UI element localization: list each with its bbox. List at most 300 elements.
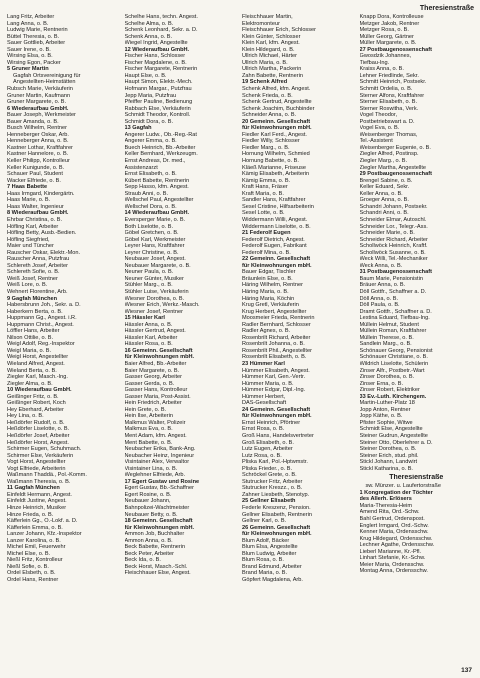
resident-entry: Schönauer Georg, Pensionist: [359, 347, 433, 354]
resident-entry: Widdermann Liselotte, o. B.: [242, 223, 311, 230]
resident-entry: Metzger Jakob, Rentner: [359, 20, 420, 27]
resident-entry: Weiß Josef, Rentner: [7, 275, 58, 282]
resident-entry: Kastner Lothar, Kraftfahrer: [7, 144, 73, 151]
resident-entry: Keller Eduard, Sekr.: [359, 184, 410, 191]
column-4: [358, 14, 476, 666]
resident-entry: Ordel Elsbeth, o. B.: [7, 570, 56, 577]
resident-entry: Schauer Paul, Student: [7, 171, 63, 178]
resident-entry: Schmitt Heinrich, Postsekr.: [359, 79, 427, 86]
resident-entry: Schollwöck Heinrich, Kraftf.: [359, 243, 428, 250]
resident-entry: Weck Anna, o. B.: [359, 262, 403, 269]
house-number-heading: 6 Wiederaufbau GmbH.: [7, 105, 69, 112]
resident-entry: Leyrer Hans, Kraftfahrer: [124, 243, 185, 250]
resident-entry: Neuner Günter, Musiker: [124, 275, 184, 282]
resident-entry: Steiner Otto, Oberlehrer a. D.: [359, 439, 433, 446]
resident-entry: Montag Anna, Ordensschw.: [359, 568, 428, 575]
resident-entry: Wacker Elfriede, o. B.: [7, 177, 61, 184]
resident-entry: Kraiss Anna, o. B.: [359, 66, 404, 73]
resident-entry: Steiner Gudrun, Angestellte: [359, 433, 428, 439]
resident-entry: Krug Herbert, Angestellter: [242, 308, 307, 315]
resident-entry: Neubacher Erika, Bank-Ang.: [124, 446, 196, 453]
resident-entry: Nießl Fritz, Kontrolleur: [7, 557, 63, 564]
house-number-heading: des Allerh. Erlösers: [359, 496, 412, 503]
resident-entry: Wildrich Liselotte, Schülerin: [359, 360, 429, 367]
resident-entry: Brand Edmund, Arbeiter: [242, 563, 302, 570]
resident-entry: Steiner Dorothea, o. B.: [359, 446, 417, 453]
resident-entry: Wehnert Florentine, Arb.: [7, 288, 68, 295]
resident-entry: Haas Irmgard, Kindergärtn.: [7, 190, 75, 197]
resident-entry: Blum Ludwig, Arbeiter: [242, 550, 297, 557]
resident-entry: Hässler Rosa, o. B.: [124, 341, 173, 348]
resident-entry: Kämig Emma, o. B.: [242, 177, 291, 184]
resident-entry: Gwosdzik Johannes,: [359, 53, 412, 60]
resident-entry: Schenk Anna, o. B.: [124, 33, 173, 40]
resident-entry: Ziegler Alfred, Postinsp.: [359, 151, 419, 158]
resident-entry: Zahner Liesbeth, Stenotyp.: [242, 491, 310, 498]
resident-entry: Heßdörfer Liselotte, o. B.: [7, 426, 70, 433]
resident-entry: Fiedler Marg., o. B.: [242, 144, 290, 151]
resident-entry: Sterner Alfons, Kraftfahrer: [359, 92, 425, 99]
resident-entry: Göbel Gretchen, o. B.: [124, 230, 179, 237]
resident-entry: Büttel Theresia, o. B.: [7, 33, 60, 40]
resident-entry: Haupt Simon, Elektr.-Mech.: [124, 79, 193, 86]
resident-entry: DAS-Gesellschaft: [242, 400, 287, 407]
house-number-heading: 5 Gruner Martin: [7, 66, 49, 73]
resident-entry: Hein Ilse, Arbeiterin: [124, 413, 174, 420]
resident-entry: Both Liselotte, o. B.: [124, 223, 174, 230]
resident-entry: Wiesner Erich, Werkz.-Masch.: [124, 302, 200, 309]
resident-entry: Waßmann Thaddä., Pol.-Komm.: [7, 472, 87, 479]
resident-entry: Pliska Karl, Pol.-Hptwmstr.: [242, 459, 308, 466]
resident-entry: Hinze Heinrich, Musiker: [7, 505, 67, 512]
house-number-heading: 13 Gagfah: [124, 125, 152, 132]
resident-entry: Weiß Lore, o. B.: [7, 282, 48, 289]
resident-entry: Zinser Dorothea, o. B.: [359, 374, 415, 381]
resident-entry: Blum Adolf, Bäcker: [242, 537, 290, 544]
resident-entry: Gasser Maria, Post-Assist.: [124, 393, 191, 400]
resident-entry: Fiedler Karl Ferd., Angest.: [242, 131, 307, 138]
resident-entry: Stutrucker Fritz, Arbeiter: [242, 478, 303, 485]
resident-entry: Vogt Horst, Angestellter: [7, 459, 66, 466]
resident-entry: Neuner Paula, o. B.: [124, 269, 174, 276]
resident-entry: Stickl Katharina, o. B.: [359, 465, 413, 472]
resident-entry: Bräunlein Else, o. B.: [242, 275, 293, 282]
resident-entry: Müller Margarete, o. B.: [359, 40, 417, 47]
page-number: 137: [461, 667, 472, 674]
resident-entry: Beck Babette, Rentnerin: [124, 544, 186, 551]
resident-entry: Schneider Anna, o. B.: [242, 112, 297, 119]
resident-entry: Jepp Maria, Putzfrau: [124, 92, 177, 99]
resident-entry: Widdermann Willi, Angest.: [242, 216, 308, 223]
resident-entry: Ehrbar Christina, o. B.: [7, 216, 63, 223]
resident-entry: Wellschel Paul, Angestellter: [124, 197, 194, 204]
resident-entry: Brengel Sabine, o. B.: [359, 177, 413, 184]
resident-entry: Michel Else, o. B.: [7, 550, 51, 557]
resident-entry: Rosenbrilt Elisabeth, o. B.: [242, 354, 307, 361]
resident-entry: Federle Kreszenz, Pension.: [242, 505, 311, 512]
resident-entry: Haas Marie, o. B.: [7, 197, 51, 204]
resident-entry: Wiesner Josef, Rentner: [124, 308, 183, 315]
resident-entry: Neubauer Johann,: [124, 498, 171, 505]
house-number-heading: 24 Gemeinn. Gesellschaft: [242, 406, 311, 413]
house-number-heading: für Kleinwohnungen mbH.: [242, 262, 312, 269]
house-number-heading: 29 Postbaugenossenschaft: [359, 171, 432, 178]
resident-entry: Lechner Agathe, Ordensschw.: [359, 542, 435, 549]
resident-entry: Klein Karl, kfm. Angest.: [242, 40, 300, 47]
resident-entry: Vogel Theodor,: [359, 112, 398, 119]
resident-entry: Lutz Rosa, o. B.: [242, 452, 282, 459]
resident-entry: Geißinger Robert, Koch: [7, 400, 66, 407]
resident-entry: Bahnpolizei-Wachtmeister: [124, 505, 190, 512]
resident-entry: Visintainer Lina, o. B.: [124, 465, 178, 472]
house-number-heading: 20 Gemeinn. Gesellschaft: [242, 118, 311, 125]
resident-entry: Gellner Elisabeth, Rentnerin: [242, 511, 312, 518]
house-number-heading: 11 Gagfah München: [7, 485, 60, 492]
resident-entry: Federolf Eugen, Fabrikant: [242, 243, 307, 250]
resident-entry: Ziegler Marg., o. B.: [359, 158, 408, 165]
resident-entry: Sesel Lotte, o. B.: [242, 210, 285, 217]
house-number-heading: 23 Hümmer Karl: [242, 360, 285, 367]
resident-entry: Kämig Elisabeth, Arbeiterin: [242, 171, 310, 178]
resident-entry: Sauer Gottlieb, Arbeiter: [7, 40, 66, 47]
resident-entry: Schönauer Christiane, o. B.: [359, 354, 428, 361]
house-number-heading: 7 Haas Babette: [7, 184, 48, 191]
resident-entry: Rauscher Anna, Putzfrau: [7, 256, 70, 263]
resident-entry: Höfling Siegfried,: [7, 236, 50, 243]
house-number-heading: 19 Schenk Alfred: [242, 79, 288, 86]
resident-entry: Federolf Mina, o. B.: [242, 249, 291, 256]
resident-entry: Sterner Elisabeth, o. B.: [359, 99, 418, 106]
resident-entry: Gruner Margarete, o. B.: [7, 99, 67, 106]
resident-entry: Schollwöck Susanne, o. B.: [359, 249, 426, 256]
resident-entry: Visintainer Alex, Verwaltor: [124, 459, 190, 466]
resident-entry: Hässler Karl, Arbeiter: [124, 334, 178, 341]
resident-entry: Kenner Maria, Ordensschw.: [359, 529, 429, 536]
resident-entry: Sesel Cristine, Hilfsarbeiterin: [242, 203, 314, 210]
resident-entry: Eversperger Marie, o. B.: [124, 216, 186, 223]
resident-entry: Döll Gottfr., Schaffner a. D.: [359, 288, 427, 295]
resident-entry: Keller Anna, o. B.: [359, 190, 403, 197]
resident-entry: Beck Peter, Arbeiter: [124, 550, 174, 557]
resident-entry: Tel.-Assistent: [359, 138, 393, 145]
resident-entry: Fiedler Willy, Schlosser: [242, 138, 300, 145]
resident-entry: Fleischhauer Martin,: [242, 14, 293, 20]
resident-entry: Bauer Joseph, Werkmeister: [7, 112, 76, 119]
resident-entry: Moosmeier Frieda, Rentnerin: [242, 315, 315, 322]
resident-entry: Federolf Dietrich, Angest.: [242, 236, 305, 243]
resident-entry: Ment Babette, o. B.: [124, 439, 173, 446]
resident-entry: Käfferlein Emma, o. B.: [7, 524, 63, 531]
resident-entry: Hornung Wilhelm, Schmied: [242, 151, 310, 158]
resident-entry: Meier Maria, Ordensschw.: [359, 561, 425, 568]
resident-entry: Keller Kunigunde, o. B.: [7, 164, 65, 171]
resident-entry: Hümmer Karl, Gen.-Vertr.: [242, 374, 306, 381]
resident-entry: Kastner Hannelore, o. B.: [7, 151, 69, 158]
resident-entry: Buech Heinrich, Bb.-Arbeiter: [124, 144, 196, 151]
resident-entry: Höfling Betty, Ausb.-Bedien.: [7, 230, 77, 237]
resident-entry: Höfling Karl, Arbeiter: [7, 223, 59, 230]
resident-entry: Jopp Käthe, o. B.: [359, 413, 403, 420]
resident-entry: Huppmann Christ., Angest.: [7, 321, 74, 328]
house-number-heading: 17 Egert Gustav und Rosine: [124, 478, 200, 485]
resident-entry: Keller Bernhard, Werkzeugm.: [124, 151, 198, 158]
resident-entry: Schmidt Dora, o. B.: [124, 118, 173, 125]
resident-entry: Tiefbau-Ing.: [359, 59, 390, 66]
resident-entry: Ullrich Maria, o. B.: [242, 59, 288, 66]
resident-entry: Pfister Sophie, Witwe: [359, 419, 413, 426]
resident-entry: Lanzer Johann, Kfz.-Inspektor: [7, 531, 82, 538]
resident-entry: Ernst Elisabeth, o. B.: [124, 171, 177, 178]
house-number-heading: 15 Hässler Karl: [124, 315, 165, 322]
resident-entry: Neubauer Betty, o. B.: [124, 511, 178, 518]
resident-entry: Hinze Frieda, o. B.: [7, 511, 54, 518]
resident-entry: Schmitt Ordelia, o. B.: [359, 86, 413, 93]
resident-entry: Brand Maria, o. B.: [242, 570, 288, 577]
resident-entry: Henneberger Oskar, Arb.: [7, 131, 69, 138]
resident-entry: Rosenbrilt Johanna, o. B.: [242, 341, 305, 348]
resident-entry: Schmidt Else, Angestellte: [359, 426, 423, 433]
house-number-heading: 22 Gemeinn. Gesellschaft: [242, 256, 311, 263]
resident-entry: Käfferlein Gg., O.-Lokf. a. D.: [7, 518, 78, 525]
resident-entry: Amend Rita, Ord.-Schw.: [359, 509, 420, 516]
resident-entry: Schneider Marie, o. B.: [359, 230, 415, 237]
resident-entry: Martin-Luther-Platz 18: [359, 400, 415, 407]
resident-entry: Elektromonteur: [242, 20, 280, 27]
resident-entry: Zinser Erna, o. B.: [359, 380, 404, 387]
resident-entry: Sterner Roswitha, Verk.: [359, 105, 419, 112]
resident-entry: Wellschel Dora, o. B.: [124, 203, 177, 210]
resident-entry: Postbetriebswart a. D.: [359, 118, 415, 125]
house-number-heading: 18 Gemeinn. Gesellschaft: [124, 518, 193, 525]
resident-entry: Groß Hans, Handelsvertreter: [242, 433, 314, 439]
resident-entry: Weisenberger Thomas,: [359, 131, 418, 138]
resident-entry: Lanzer Karolina, o. B.: [7, 537, 61, 544]
resident-entry: Stühler Luise, Verkäuferin: [124, 288, 189, 295]
resident-entry: Schelhe Hans, techn. Angest.: [124, 14, 198, 20]
resident-entry: Nilson Ottilie, o. B.: [7, 334, 54, 341]
street-heading: Theresienstraße: [389, 474, 444, 482]
resident-entry: Pliska Frieder., o. B.: [242, 465, 293, 472]
resident-entry: Michel Emil, Feuerwehr: [7, 544, 66, 551]
house-number-heading: 8 Wiederaufbau GmbH.: [7, 210, 69, 217]
resident-entry: Ammon Anna, o. B.: [124, 537, 173, 544]
resident-entry: Baier Margarete, o. B.: [124, 367, 180, 374]
resident-entry: Maier und Tüncher: [7, 243, 54, 250]
resident-entry: Busch Wilhelm, Rentner: [7, 125, 67, 132]
resident-entry: Kläeß Marianne, Friseuse: [242, 164, 307, 171]
resident-entry: Häring Wilhelm, Rentner: [242, 282, 303, 289]
resident-entry: Wirsing Elsa, o. B.: [7, 53, 53, 60]
resident-entry: Haberkern Berta, o. B.: [7, 308, 63, 315]
resident-entry: Hey Eberhard, Arbeiter: [7, 406, 64, 413]
resident-entry: Schandri Anni, o. B.: [359, 210, 409, 217]
resident-entry: Hey Lina, o. B.: [7, 413, 44, 420]
resident-entry: Englert Irmgard, Ord.-Schw.: [359, 522, 429, 529]
resident-entry: Wieland Berta, o. B.: [7, 367, 57, 374]
resident-entry: Radler Agnes, o. B.: [242, 328, 291, 335]
resident-entry: Rauscher Oskar, Elektr.-Mon.: [7, 249, 81, 256]
resident-entry: Nießl Sofie, o. B.: [7, 563, 49, 570]
resident-entry: Hümmer Maria, o. B.: [242, 380, 294, 387]
resident-entry: Jopp Anton, Rentner: [359, 406, 411, 413]
resident-entry: Ullrich Martha, Packerin: [242, 66, 302, 73]
resident-entry: Henneberger Anna, o. B.: [7, 138, 69, 145]
resident-entry: Weigl Adolf, Reg.-Inspektor: [7, 341, 75, 348]
resident-entry: Ziegler Karl, Masch.-Ing.: [7, 374, 68, 381]
resident-entry: Gagfah Ortsvereinigung für: [13, 72, 81, 79]
resident-entry: Schirmer Else, Verkäuferin: [7, 452, 74, 459]
resident-entry: Haas Walter, Ingenieur: [7, 203, 64, 210]
resident-entry: Stutrucker Kreszz., o. B.: [242, 485, 303, 492]
house-number-heading: für Kleinwohnungen mbH.: [124, 524, 195, 531]
house-number-heading: 10 Wiederaufbau GmbH.: [7, 387, 72, 394]
resident-entry: Straub Anni, o. B.: [124, 190, 169, 197]
house-number-heading: 14 Wiederaufbau GmbH.: [124, 210, 190, 217]
resident-entry: Metzger Rosa, o. B.: [359, 27, 409, 34]
resident-entry: sw. Münzer. u. Laufertorstraße: [365, 483, 442, 490]
resident-entry: Schenk Alfred, kfm. Angest.: [242, 86, 311, 93]
resident-entry: Beck Ida, o. B.: [124, 557, 161, 564]
resident-entry: Hümmer Elisabeth, Angest.: [242, 367, 310, 374]
resident-entry: Egert Gustav, Bb.-Schaffner: [124, 485, 194, 492]
page-header-street: Theresienstraße: [419, 5, 474, 12]
resident-entry: Weigl Maria, o. B.: [7, 347, 52, 354]
resident-entry: Bräuer Anna, o. B.: [359, 282, 406, 289]
resident-entry: Fleischhauer Else, Angest.: [124, 570, 191, 577]
resident-entry: Ordel Hans, Rentner: [7, 577, 59, 584]
resident-entry: Schlereth Josef, Arbeiter: [7, 262, 68, 269]
resident-entry: Ziegler Martha, Angestellte: [359, 164, 427, 171]
resident-entry: Weigl Horst, Angestellter: [7, 354, 69, 361]
resident-entry: Zinser Alfr., Postbetr.-Wart: [359, 367, 425, 374]
house-number-heading: für Kleinwohnungen mbH.: [242, 413, 312, 420]
resident-entry: Kübert Babette, Rentnerin: [124, 177, 190, 184]
resident-entry: Dramt Gottfr., Schaffner a. D.: [359, 308, 432, 315]
resident-entry: Hein Grete, o. B.: [124, 406, 167, 413]
resident-entry: Göpfert Magdalena, Arb.: [242, 577, 303, 584]
resident-entry: Pfeiffer Pauline, Bedienung: [124, 99, 193, 106]
resident-entry: Radler Bernhard, Schlosser: [242, 321, 311, 328]
resident-entry: Vogel Eva, o. B.: [359, 125, 400, 132]
resident-entry: Müllein Roman, Kraftfahrer: [359, 328, 427, 335]
resident-entry: Waßmann Theresia, o. B.: [7, 478, 71, 485]
resident-entry: Groß Elisabeth, o. B.: [242, 439, 294, 446]
resident-entry: Heßdörfer Rudolf, o. B.: [7, 419, 65, 426]
resident-entry: Döll Paula, o. B.: [359, 302, 400, 309]
resident-entry: Hümmer Edgar, Dipl.-Ing.: [242, 387, 306, 394]
resident-entry: Hofmann Margar., Putzfrau: [124, 86, 192, 93]
resident-entry: Fischer Hans, Schlosser: [124, 53, 186, 60]
resident-entry: Heßdörfer Horst, Angest.: [7, 439, 69, 446]
column-2: [123, 14, 241, 666]
resident-entry: Fleischhauer Erich, Schlosser: [242, 27, 316, 34]
resident-entry: Keller Philipp, Kontrolleur: [7, 158, 70, 165]
resident-entry: Lutz Eugen, Arbeiter: [242, 446, 293, 453]
resident-entry: Geißinger Fritz, o. B.: [7, 393, 59, 400]
resident-entry: Angerer Emma, o. B.: [124, 138, 177, 145]
resident-entry: Fischer Margarete, Rentnerin: [124, 66, 198, 73]
resident-entry: Häring Maria, Köchin: [242, 295, 295, 302]
resident-entry: Egert Rosine, o. B.: [124, 491, 172, 498]
resident-entry: Kraft Maria, o. B.: [242, 190, 284, 197]
house-number-heading: 27 Postbaugenossenschaft: [359, 46, 432, 53]
resident-entry: Hässler Gertrud, Angest.: [124, 328, 186, 335]
resident-entry: Schmidt Theodor, Kontroll.: [124, 112, 191, 119]
house-number-heading: 33 Ev.-Luth. Kirchengem.: [359, 393, 427, 400]
resident-entry: Sandlein Marg., o. B.: [359, 341, 412, 348]
resident-entry: Lang Anna, o. B.: [7, 20, 49, 27]
resident-entry: Gasser Hans, Kontrolleur: [124, 387, 188, 394]
resident-entry: Wiegel Ingrid, Angestellte: [124, 40, 188, 47]
house-number-heading: für Kleinwohnungen mbH.: [242, 125, 312, 132]
resident-entry: Bauer Amanda, o. B.: [7, 118, 59, 125]
resident-entry: Hümmer Herbert,: [242, 393, 286, 400]
resident-entry: Ernst Andreas, Dr. med.,: [124, 158, 186, 165]
resident-entry: Beck Horst, Masch.-Schl.: [124, 563, 188, 570]
resident-entry: Wiesner Dorothea, o. B.: [124, 295, 185, 302]
resident-entry: Gruner Martin, Kaufmann: [7, 92, 71, 99]
house-number-heading: 1 Kongregation der Töchter: [359, 489, 433, 496]
resident-entry: Angerer Ludw., Ob.-Reg.-Rat: [124, 131, 197, 138]
resident-entry: Schneider Richard, Arbeiter: [359, 236, 428, 243]
resident-entry: Müllein Helmut, Student: [359, 321, 419, 328]
resident-entry: Bahl Gertrud, Ordenspost.: [359, 516, 425, 523]
resident-entry: Schirmer Eugen, Schuhmach.: [7, 446, 82, 453]
resident-entry: Fischer Magdalene, o. B.: [124, 59, 187, 66]
resident-entry: Schelhe Alma, o. B.: [124, 20, 174, 27]
resident-entry: Häring Maria, o. B.: [242, 288, 289, 295]
resident-entry: Ernst Rosa, o. B.: [242, 426, 285, 433]
resident-entry: Ment Adam, kfm. Angest.: [124, 433, 187, 439]
resident-entry: Schenk Frieda, o. B.: [242, 92, 293, 99]
resident-entry: Lang Fritz, Arbeiter: [7, 14, 55, 20]
house-number-heading: für Kleinwohnungen mbH.: [124, 354, 195, 361]
resident-entry: Sandler Hans, Kraftfahrer: [242, 197, 306, 204]
resident-entry: Lestina Eduard, Tiefbau-Ing.: [359, 315, 430, 322]
resident-entry: Einfeldt Hermann, Angest.: [7, 491, 72, 498]
resident-entry: Linhart Stefanie, Kr.-Schw.: [359, 555, 426, 562]
resident-entry: Sauer Irene, o. B.: [7, 46, 51, 53]
resident-entry: Steiner Erich, stud. phil.: [359, 452, 419, 459]
house-number-heading: 31 Postbaugenossenschaft: [359, 269, 432, 276]
resident-entry: Groeger Anna, o. B.: [359, 197, 409, 204]
resident-entry: Maria-Theresia-Heim: [359, 502, 413, 509]
resident-entry: Wieland Alfred, Angest.: [7, 360, 65, 367]
resident-entry: Rabbach Else, Verkäuferin: [124, 105, 191, 112]
resident-entry: Assistenzarzt: [124, 164, 158, 171]
resident-entry: Ullrich Michael, Härter: [242, 53, 298, 60]
house-number-heading: 25 Gellner Elisabeth: [242, 498, 296, 505]
resident-entry: Leyrer Christine, o. B.: [124, 249, 179, 256]
resident-entry: Weglehner Elfriede, Arb.: [124, 472, 186, 479]
resident-entry: Baier Alfred, Bb.-Arbeiter: [124, 360, 187, 367]
house-number-heading: 21 Federolf Eugen: [242, 230, 291, 237]
resident-entry: Baum Marie, Pensionistin: [359, 275, 423, 282]
resident-entry: Stickl Johann, Landwirt: [359, 459, 418, 466]
house-number-heading: 16 Gemeinn. Gesellschaft: [124, 347, 193, 354]
resident-entry: Huppmann Gg., Angest. i.R.: [7, 315, 77, 322]
resident-entry: Krug Gretl, Verkäuferin: [242, 302, 299, 309]
resident-entry: Bauer Edgar, Tischler: [242, 269, 296, 276]
resident-entry: Angestellten-Heimstätten: [13, 79, 76, 86]
resident-entry: Löffler Hans, Arbeiter: [7, 328, 60, 335]
resident-entry: Hornung Babette, o. B.: [242, 158, 299, 165]
resident-entry: Döll Anna, o. B.: [359, 295, 399, 302]
resident-entry: Hein Friedrich, Arbeiter: [124, 400, 182, 407]
resident-entry: Gasser Gerda, o. B.: [124, 380, 175, 387]
resident-entry: Haupt Else, o. B.: [124, 72, 167, 79]
resident-entry: Stühler Marg., o. B.: [124, 282, 173, 289]
